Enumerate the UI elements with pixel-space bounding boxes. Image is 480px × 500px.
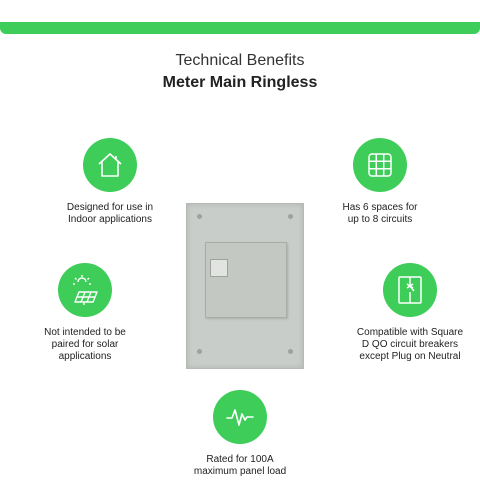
top-banner (0, 0, 480, 34)
top-accent-stripe (0, 22, 480, 34)
feature-spaces (300, 138, 460, 226)
load-center-panel-image (186, 203, 304, 369)
waveform-icon (213, 390, 267, 444)
grid-icon (353, 138, 407, 192)
panel-screw (197, 214, 202, 219)
feature-text-line: paired for solar (51, 339, 119, 350)
feature-rated-label (160, 454, 320, 478)
feature-text-line: maximum panel load (193, 466, 287, 477)
panel-latch (210, 259, 228, 277)
feature-text-line: Rated for 100A (206, 454, 274, 465)
feature-text-line: Has 6 spaces for (342, 202, 418, 213)
panel-screw (288, 349, 293, 354)
feature-text-line: Compatible with Square (356, 327, 464, 338)
panel-door (205, 242, 287, 318)
page-title: Technical Benefits (175, 52, 305, 69)
feature-text-line: Indoor applications (68, 214, 152, 225)
feature-text-line: Not intended to be (44, 327, 126, 338)
feature-solar-label (5, 327, 165, 363)
feature-text-line: except Plug on Neutral (359, 351, 461, 362)
page-subtitle: Meter Main Ringless (162, 74, 318, 91)
feature-indoor (30, 138, 190, 226)
solar-panel-icon (58, 263, 112, 317)
house-icon (83, 138, 137, 192)
feature-solar (5, 263, 165, 363)
feature-compatible (330, 263, 480, 363)
feature-text-line: D QO circuit breakers (361, 339, 459, 350)
feature-text-line: applications (58, 351, 112, 362)
panel-screw (288, 214, 293, 219)
feature-spaces-label (300, 202, 460, 226)
feature-text-line: Designed for use in (66, 202, 154, 213)
feature-indoor-label (30, 202, 190, 226)
feature-compatible-label (330, 327, 480, 363)
breaker-icon (383, 263, 437, 317)
feature-text-line: up to 8 circuits (347, 214, 413, 225)
feature-rated (160, 390, 320, 478)
panel-screw (197, 349, 202, 354)
